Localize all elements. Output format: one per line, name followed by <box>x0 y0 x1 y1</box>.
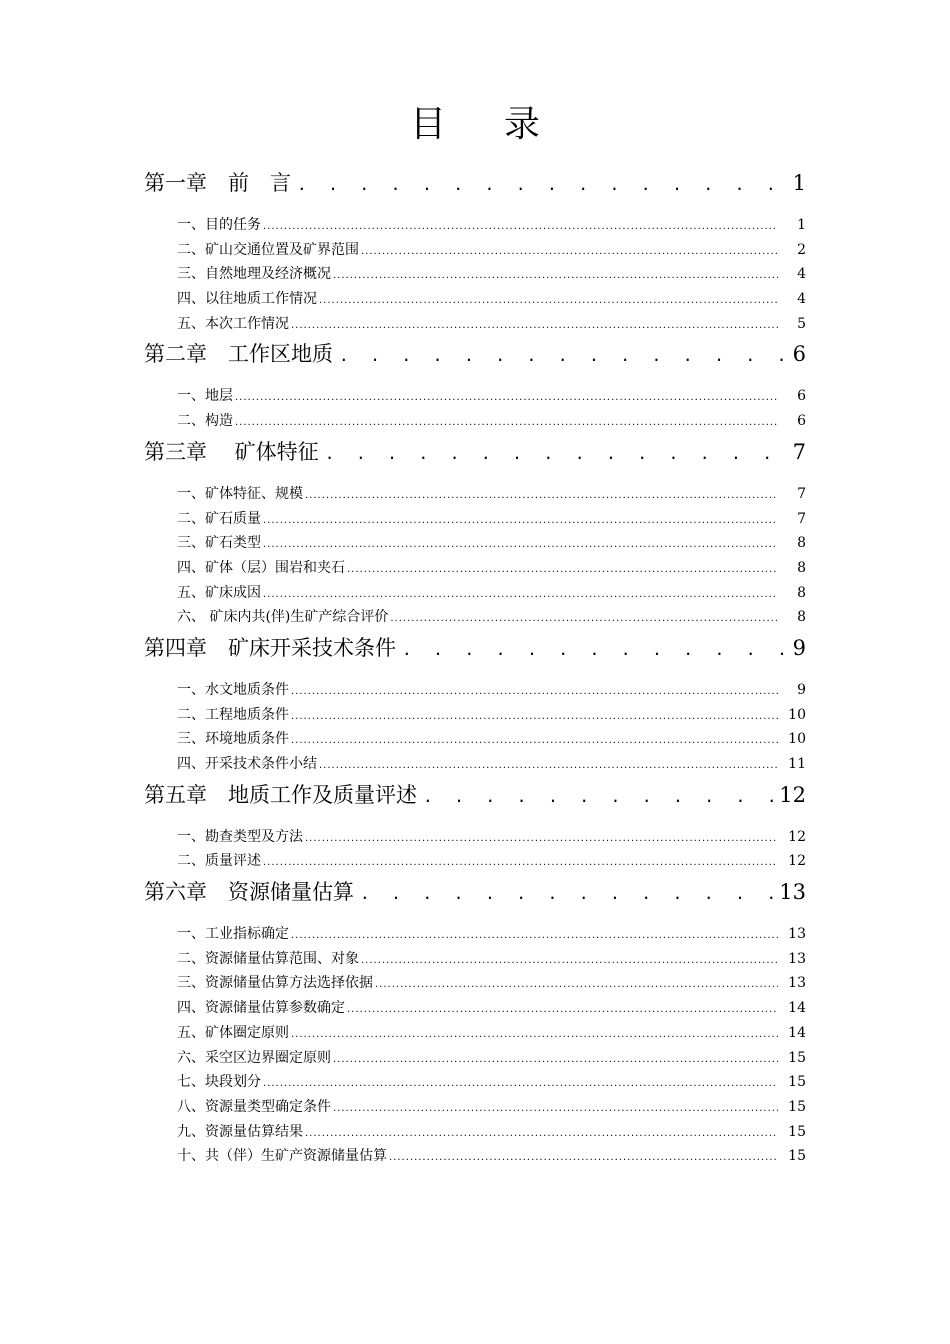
toc-section-entry[interactable] <box>144 409 806 434</box>
toc-section-entry[interactable] <box>144 1120 806 1145</box>
toc-section-title: 一、矿体特征、规模 <box>177 485 303 502</box>
dot-leader <box>361 949 778 972</box>
toc-section-entry[interactable] <box>144 752 806 777</box>
toc-section-entry[interactable] <box>144 1144 806 1169</box>
toc-section-title: 六、 矿床内共(伴)生矿产综合评价 <box>177 609 389 626</box>
toc-section-entry[interactable] <box>144 482 806 507</box>
toc-section-entry[interactable] <box>144 947 806 972</box>
toc-page-number: 12 <box>788 828 806 845</box>
dot-leader <box>263 215 778 238</box>
toc-section-title: 三、自然地理及经济概况 <box>177 266 331 283</box>
spacer <box>144 470 806 482</box>
toc-page-number: 8 <box>797 584 806 601</box>
toc-section-entry[interactable] <box>144 971 806 996</box>
toc-section-title: 三、矿石类型 <box>177 535 261 552</box>
toc-page-number: 14 <box>788 1000 806 1017</box>
toc-page-number: 4 <box>797 291 806 308</box>
dot-leader <box>235 386 778 409</box>
dot-leader <box>263 851 778 874</box>
dot-leader <box>305 484 778 507</box>
dot-leader <box>339 338 787 372</box>
toc-section-title: 四、以往地质工作情况 <box>177 291 317 308</box>
toc-section-entry[interactable] <box>144 727 806 752</box>
dot-leader <box>319 754 778 777</box>
toc-section-entry[interactable] <box>144 531 806 556</box>
dot-leader <box>389 1146 778 1169</box>
toc-page-number: 12 <box>788 853 806 870</box>
page-title: 目录 <box>409 104 598 145</box>
toc-page-number: 8 <box>797 559 806 576</box>
toc-chapter-entry[interactable] <box>144 630 806 666</box>
toc-chapter-entry[interactable] <box>144 336 806 372</box>
toc-chapter-entry[interactable] <box>144 874 806 910</box>
toc-section-title: 一、勘查类型及方法 <box>177 828 303 845</box>
toc-section-title: 二、矿石质量 <box>177 510 261 527</box>
toc-section-title: 一、工业指标确定 <box>177 926 289 943</box>
toc-page-number: 15 <box>788 1123 806 1140</box>
toc-page-number: 13 <box>788 975 806 992</box>
toc-section-title: 九、资源量估算结果 <box>177 1123 303 1140</box>
toc-page-number: 6 <box>797 413 806 430</box>
dot-leader <box>333 264 778 287</box>
dot-leader <box>263 583 778 606</box>
toc-section-title: 五、本次工作情况 <box>177 315 289 332</box>
toc-page-number: 14 <box>788 1024 806 1041</box>
dot-leader <box>235 411 778 434</box>
dot-leader <box>375 973 778 996</box>
dot-leader <box>360 876 773 910</box>
table-of-contents <box>144 165 806 1169</box>
toc-page-number: 8 <box>797 609 806 626</box>
toc-section-entry[interactable] <box>144 262 806 287</box>
toc-page-number: 5 <box>797 315 806 332</box>
dot-leader <box>361 240 778 263</box>
toc-chapter-title: 第五章 地质工作及质量评述 <box>144 782 417 807</box>
toc-page-number: 2 <box>797 241 806 258</box>
toc-section-entry[interactable] <box>144 1070 806 1095</box>
toc-section-title: 四、矿体（层）围岩和夹石 <box>177 559 345 576</box>
toc-section-entry[interactable] <box>144 287 806 312</box>
toc-page-number: 11 <box>788 756 806 772</box>
toc-section-title: 二、构造 <box>177 413 233 430</box>
spacer <box>144 813 806 825</box>
toc-page-number: 4 <box>797 266 806 283</box>
toc-section-title: 一、目的任务 <box>177 217 261 233</box>
dot-leader <box>297 167 787 201</box>
toc-page-number: 15 <box>788 1049 806 1066</box>
toc-chapter-entry[interactable] <box>144 777 806 813</box>
toc-page-number: 7 <box>797 510 806 527</box>
toc-section-title: 一、地层 <box>177 388 233 405</box>
dot-leader <box>333 1097 778 1120</box>
dot-leader <box>263 533 778 556</box>
toc-section-entry[interactable] <box>144 605 806 630</box>
toc-chapter-entry[interactable] <box>144 165 806 201</box>
toc-page-number: 13 <box>788 926 806 943</box>
toc-section-title: 八、资源量类型确定条件 <box>177 1098 331 1115</box>
toc-section-entry[interactable] <box>144 1021 806 1046</box>
dot-leader <box>291 705 778 728</box>
toc-chapter-title: 第二章 工作区地质 <box>144 342 333 367</box>
dot-leader <box>390 607 778 630</box>
toc-page-number: 10 <box>788 706 806 723</box>
toc-page-number: 8 <box>797 535 806 552</box>
toc-page-number: 10 <box>788 731 806 748</box>
dot-leader <box>291 729 778 752</box>
toc-section-entry[interactable] <box>144 581 806 606</box>
toc-page-number: 13 <box>779 880 806 905</box>
toc-chapter-title: 第三章 矿体特征 <box>144 439 319 464</box>
toc-page-number: 1 <box>792 171 806 195</box>
dot-leader <box>291 1023 778 1046</box>
dot-leader <box>423 779 773 813</box>
toc-section-title: 一、水文地质条件 <box>177 681 289 698</box>
dot-leader <box>291 924 778 947</box>
toc-chapter-title: 第四章 矿床开采技术条件 <box>144 635 396 660</box>
toc-page-number: 6 <box>797 388 806 405</box>
toc-section-entry[interactable] <box>144 922 806 947</box>
dot-leader <box>291 680 778 703</box>
toc-section-title: 七、块段划分 <box>177 1074 261 1091</box>
dot-leader <box>325 436 787 470</box>
toc-section-title: 十、共（伴）生矿产资源储量估算 <box>177 1148 387 1165</box>
toc-section-entry[interactable] <box>144 556 806 581</box>
dot-leader <box>319 289 778 312</box>
dot-leader <box>291 314 778 337</box>
toc-page-number: 12 <box>779 782 806 807</box>
toc-section-entry[interactable] <box>144 384 806 409</box>
toc-page-number: 9 <box>792 635 806 660</box>
dot-leader <box>347 998 778 1021</box>
toc-section-entry[interactable] <box>144 1095 806 1120</box>
toc-chapter-title: 第六章 资源储量估算 <box>144 880 354 905</box>
dot-leader <box>347 558 778 581</box>
toc-section-title: 五、矿床成因 <box>177 584 261 601</box>
toc-section-entry[interactable] <box>144 996 806 1021</box>
dot-leader <box>263 509 778 532</box>
toc-section-title: 二、资源储量估算范围、对象 <box>177 950 359 967</box>
toc-section-title: 二、矿山交通位置及矿界范围 <box>177 241 359 258</box>
toc-chapter-entry[interactable] <box>144 434 806 470</box>
toc-section-title: 三、资源储量估算方法选择依据 <box>177 975 373 992</box>
toc-page-number: 7 <box>797 485 806 502</box>
spacer <box>144 666 806 678</box>
dot-leader <box>305 827 778 850</box>
dot-leader <box>402 632 787 666</box>
dot-leader <box>263 1072 778 1095</box>
toc-section-entry[interactable] <box>144 238 806 263</box>
toc-page-number: 6 <box>792 342 806 367</box>
dot-leader <box>305 1122 778 1145</box>
toc-section-entry[interactable] <box>144 703 806 728</box>
spacer <box>144 372 806 384</box>
dot-leader <box>333 1048 778 1071</box>
toc-page-number: 15 <box>788 1148 806 1165</box>
toc-page-number: 9 <box>797 681 806 698</box>
toc-page-number: 15 <box>788 1074 806 1091</box>
toc-section-title: 六、采空区边界圈定原则 <box>177 1049 331 1066</box>
toc-section-title: 四、资源储量估算参数确定 <box>177 1000 345 1017</box>
toc-page-number: 7 <box>792 439 806 464</box>
toc-section-title: 二、质量评述 <box>177 853 261 870</box>
toc-page-number: 1 <box>797 217 806 233</box>
toc-section-entry[interactable] <box>144 1046 806 1071</box>
spacer <box>144 910 806 922</box>
toc-section-entry[interactable] <box>144 312 806 337</box>
toc-section-entry[interactable] <box>144 507 806 532</box>
toc-section-entry[interactable] <box>144 213 806 238</box>
toc-section-title: 五、矿体圈定原则 <box>177 1024 289 1041</box>
spacer <box>144 201 806 213</box>
toc-section-entry[interactable] <box>144 678 806 703</box>
toc-section-title: 四、开采技术条件小结 <box>177 756 317 772</box>
toc-section-title: 三、环境地质条件 <box>177 731 289 748</box>
toc-section-entry[interactable] <box>144 849 806 874</box>
toc-page-number: 15 <box>788 1098 806 1115</box>
toc-page-number: 13 <box>788 950 806 967</box>
toc-section-title: 二、工程地质条件 <box>177 706 289 723</box>
toc-section-entry[interactable] <box>144 825 806 850</box>
toc-chapter-title: 第一章 前 言 <box>144 171 291 195</box>
